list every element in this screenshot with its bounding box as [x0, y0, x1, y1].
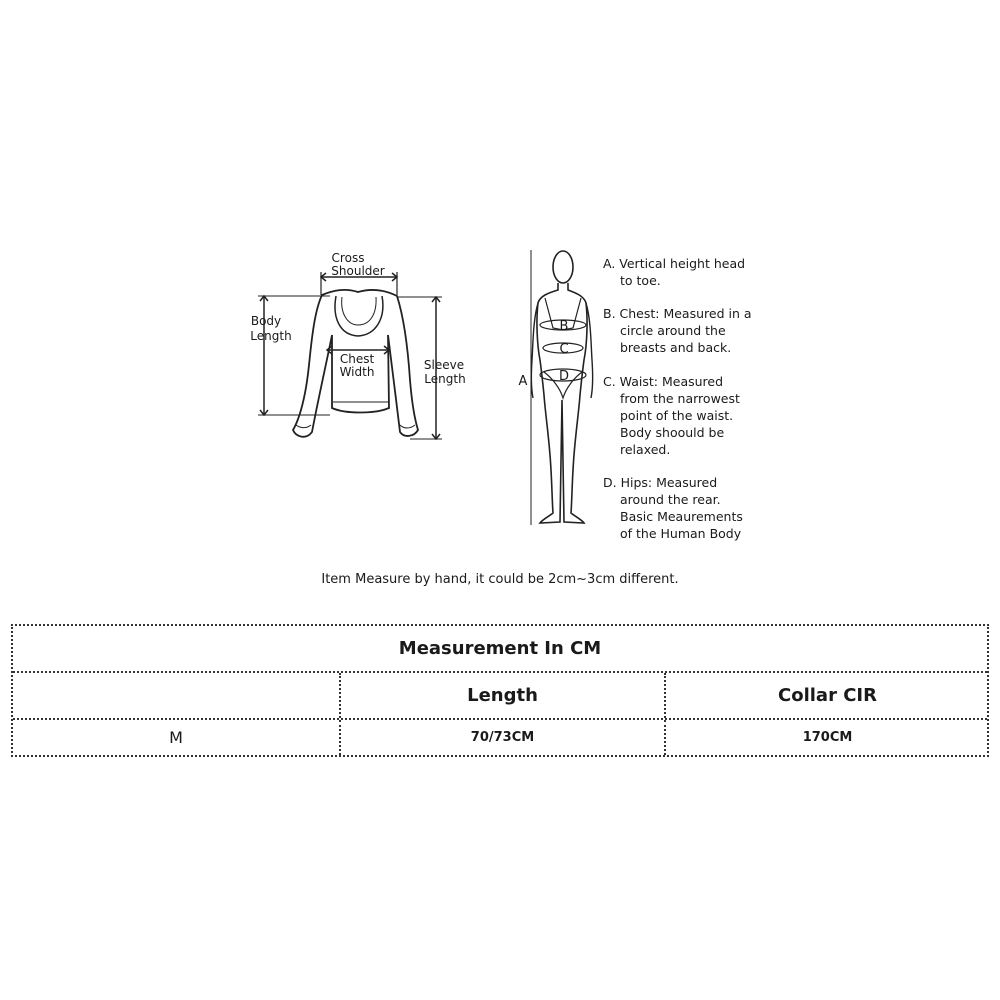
chest-width-label-2: Width	[339, 365, 375, 379]
table-row	[13, 720, 987, 755]
label-d: D	[558, 369, 570, 384]
body-diagram	[510, 240, 600, 530]
legend-d-line-2: around the rear.	[620, 492, 721, 507]
header-cell-collar	[664, 673, 989, 718]
body-length-label-1: Body	[250, 314, 282, 328]
label-c: C	[559, 342, 569, 357]
legend-a-line-2: to toe.	[620, 273, 661, 288]
body-length-label-2: Length	[250, 329, 292, 343]
cross-shoulder-label-1: Cross	[331, 251, 365, 265]
cell-size	[13, 720, 339, 755]
legend-c-line-1: C. Waist: Measured	[603, 374, 724, 389]
legend-d-line-1: D. Hips: Measured	[603, 475, 718, 490]
legend-d	[603, 474, 743, 542]
legend-c	[603, 373, 740, 458]
legend-c-line-4: Body shoould be	[620, 425, 725, 440]
legend-b-line-1: B. Chest: Measured in a	[603, 306, 752, 321]
legend-b-line-3: breasts and back.	[620, 340, 732, 355]
legend-d-line-4: of the Human Body	[620, 526, 742, 541]
cross-shoulder-label-2: Shoulder	[331, 264, 385, 278]
legend-b-line-2: circle around the	[620, 323, 726, 338]
legend-a-line-1: A. Vertical height head	[603, 256, 746, 271]
table-title-row	[13, 626, 987, 673]
garment-diagram	[240, 240, 480, 450]
header-collar-cir: Collar CIR	[778, 685, 877, 706]
cell-collar	[664, 720, 989, 755]
header-cell-size	[13, 673, 339, 718]
table-title: Measurement In CM	[398, 638, 602, 659]
legend-c-line-3: point of the waist.	[620, 408, 734, 423]
label-a: A	[518, 374, 528, 389]
measure-note: Item Measure by hand, it could be 2cm~3cm different.	[321, 572, 679, 587]
sleeve-length-label-2: Length	[424, 372, 466, 386]
table-title-cell	[13, 626, 987, 671]
table-header-row	[13, 673, 987, 720]
chest-width-label-1: Chest	[339, 352, 375, 366]
legend-a	[603, 255, 745, 289]
cell-length	[339, 720, 664, 755]
legend-d-line-3: Basic Meaurements	[620, 509, 743, 524]
legend-c-line-5: relaxed.	[620, 442, 671, 457]
legend-b	[603, 305, 752, 356]
header-length: Length	[467, 685, 538, 706]
collar-value: 170CM	[802, 730, 853, 745]
legend-c-line-2: from the narrowest	[620, 391, 740, 406]
header-cell-length	[339, 673, 664, 718]
sleeve-length-label-1: Sleeve	[423, 358, 465, 372]
head	[553, 251, 573, 283]
label-b: B	[559, 319, 569, 334]
size-table	[11, 624, 989, 757]
length-value: 70/73CM	[470, 730, 535, 745]
size-value: M	[169, 728, 183, 747]
